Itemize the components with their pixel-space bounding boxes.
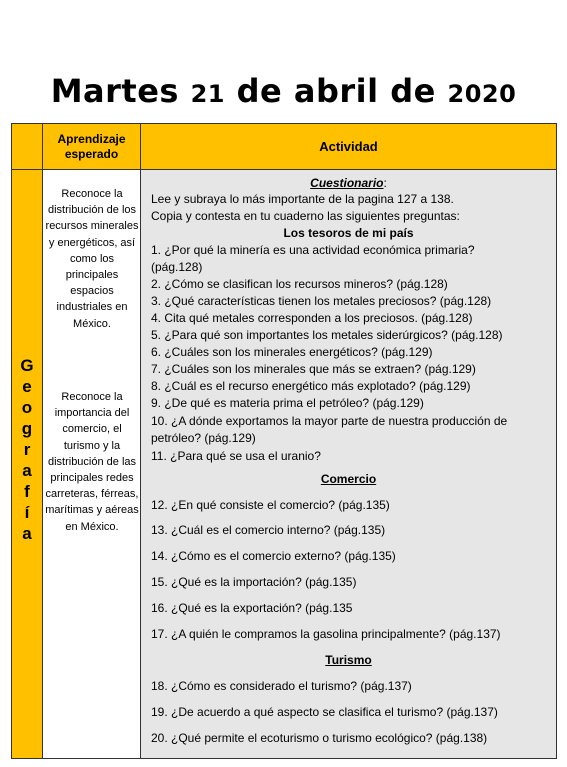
question-5: 5. ¿Para qué son importantes los metales siderúrgicos? (pág.128) [151,328,503,342]
question-8: 8. ¿Cuál es el recurso energético más explotado? (pág.129) [151,379,471,393]
aprendizaje-1: Reconoce la distribución de los recursos minerales y energéticos, así como los principales espacios industriales en México. [45,188,139,330]
question-16: 16. ¿Qué es la exportación? (pág.135 [151,601,353,615]
aprendizaje-column [43,170,141,758]
question-6: 6. ¿Cuáles son los minerales energéticos? (pág.129) [151,345,433,359]
subject-label: G e o g r a f í a [20,356,34,543]
aprendizaje-2: Reconoce la importancia del comercio, el turismo y la distribución de las principales redes carreteras, férreas, marítimas y aéreas en México. [45,391,139,533]
question-20: 20. ¿Qué permite el ecoturismo o turismo ecológico? (pág.138) [151,731,488,745]
question-18: 18. ¿Cómo es considerado el turismo? (pág.137) [151,679,412,693]
table-header [12,124,556,170]
question-10-cont: petróleo? (pág.129) [151,431,256,445]
question-13: 13. ¿Cuál es el comercio interno? (pág.135) [151,523,386,537]
cuestionario-heading: Cuestionario: [310,176,387,190]
page-title: Martes 21 de abril de 2020 [50,72,517,110]
section-comercio: Comercio [320,472,377,486]
question-1-page: (pág.128) [151,260,203,274]
section-turismo: Turismo [325,653,372,667]
question-10: 10. ¿A dónde exportamos la mayor parte de nuestra producción de [151,414,508,428]
activity-column [141,170,556,758]
question-7: 7. ¿Cuáles son los minerales que más se extraen? (pág.129) [151,362,476,376]
question-2: 2. ¿Cómo se clasifican los recursos mineros? (pág.128) [151,277,448,291]
question-3: 3. ¿Qué características tienen los metales preciosos? (pág.128) [151,294,492,308]
question-1: 1. ¿Por qué la minería es una actividad económica primaria? [151,243,475,257]
question-19: 19. ¿De acuerdo a qué aspecto se clasifica el turismo? (pág.137) [151,705,498,719]
question-12: 12. ¿En qué consiste el comercio? (pág.135) [151,498,390,512]
question-15: 15. ¿Qué es la importación? (pág.135) [151,575,357,589]
header-aprendizaje: Aprendizaje esperado [43,124,141,169]
question-4: 4. Cita qué metales corresponden a los preciosos. (pág.128) [151,311,473,325]
instruction-1: Lee y subraya lo más importante de la pagina 127 a 138. [151,192,454,206]
header-actividad: Actividad [319,139,378,154]
schedule-table [11,123,557,759]
header-subject-cell [12,124,43,169]
instruction-2: Copia y contesta en tu cuaderno las siguientes preguntas: [151,209,460,223]
section-tesoros: Los tesoros de mi país [283,226,414,240]
question-9: 9. ¿De qué es materia prima el petróleo? (pág.129) [151,396,424,410]
question-11: 11. ¿Para qué se usa el uranio? [151,449,321,463]
question-17: 17. ¿A quién le compramos la gasolina principalmente? (pág.137) [151,627,501,641]
subject-column [12,170,43,758]
question-14: 14. ¿Cómo es el comercio externo? (pág.135) [151,549,396,563]
